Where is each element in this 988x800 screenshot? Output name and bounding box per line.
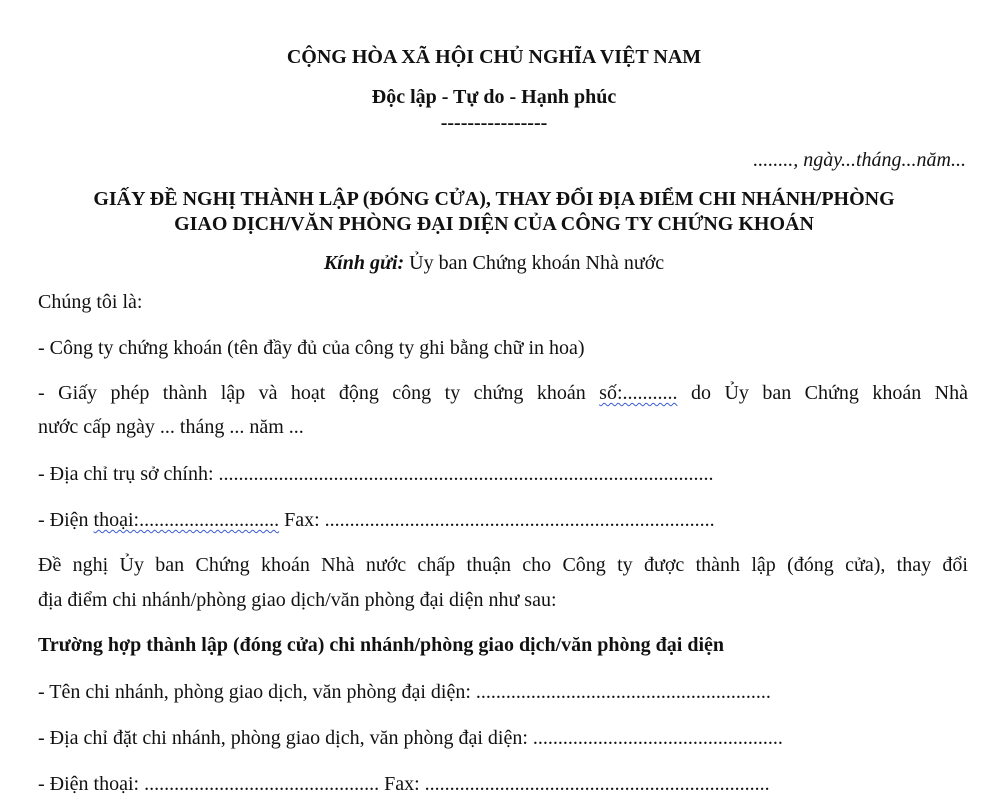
title-line-1: GIẤY ĐỀ NGHỊ THÀNH LẬP (ĐÓNG CỬA), THAY ĐỔI ĐỊA ĐIỂM CHI NHÁNH/PHÒNG [93, 188, 895, 210]
recipient [0, 250, 988, 276]
recipient-label: Kính gửi: [323, 252, 405, 274]
phone-value: thoại:............................ [93, 509, 280, 531]
divider: ---------------- [440, 112, 548, 134]
branch-address-field: - Địa chỉ đặt chi nhánh, phòng giao dịch, văn phòng đại diện: .................................................. [38, 727, 783, 749]
license-field [38, 380, 968, 406]
phone-fax-field [38, 507, 715, 533]
license-number: số:........... [599, 382, 678, 404]
company-field: - Công ty chứng khoán (tên đầy đủ của công ty ghi bằng chữ in hoa) [38, 337, 585, 359]
request-line-2: địa điểm chi nhánh/phòng giao dịch/văn phòng đại diện như sau: [38, 589, 557, 611]
license-date: nước cấp ngày ... tháng ... năm ... [38, 416, 304, 438]
fax-field: Fax: .............................................................................. [279, 509, 715, 531]
request-line-1: Đề nghị Ủy ban Chứng khoán Nhà nước chấp thuận cho Công ty được thành lập (đóng cửa), thay đổi [38, 554, 968, 576]
address-field: - Địa chỉ trụ sở chính: ................................................................................................... [38, 463, 714, 485]
license-text-b: do Ủy ban Chứng khoán Nhà [677, 382, 968, 404]
license-text-a: - Giấy phép thành lập và hoạt động công ty chứng khoán [38, 382, 600, 404]
phone-label: - Điện [38, 509, 94, 531]
branch-name-field: - Tên chi nhánh, phòng giao dịch, văn phòng đại diện: ........................................................... [38, 681, 771, 703]
intro-text: Chúng tôi là: [38, 291, 143, 313]
recipient-value: Ủy ban Chứng khoán Nhà nước [404, 252, 665, 274]
section-heading: Trường hợp thành lập (đóng cửa) chi nhánh/phòng giao dịch/văn phòng đại diện [38, 634, 725, 656]
date-line: ........, ngày...tháng...năm... [753, 149, 966, 171]
motto: Độc lập - Tự do - Hạnh phúc [371, 86, 617, 108]
branch-phone-field: - Điện thoại: ............................................... Fax: ..................................................................... [38, 773, 770, 795]
country-heading: CỘNG HÒA XÃ HỘI CHỦ NGHĨA VIỆT NAM [286, 46, 702, 68]
title-line-2: GIAO DỊCH/VĂN PHÒNG ĐẠI DIỆN CỦA CÔNG TY CHỨNG KHOÁN [174, 213, 814, 235]
